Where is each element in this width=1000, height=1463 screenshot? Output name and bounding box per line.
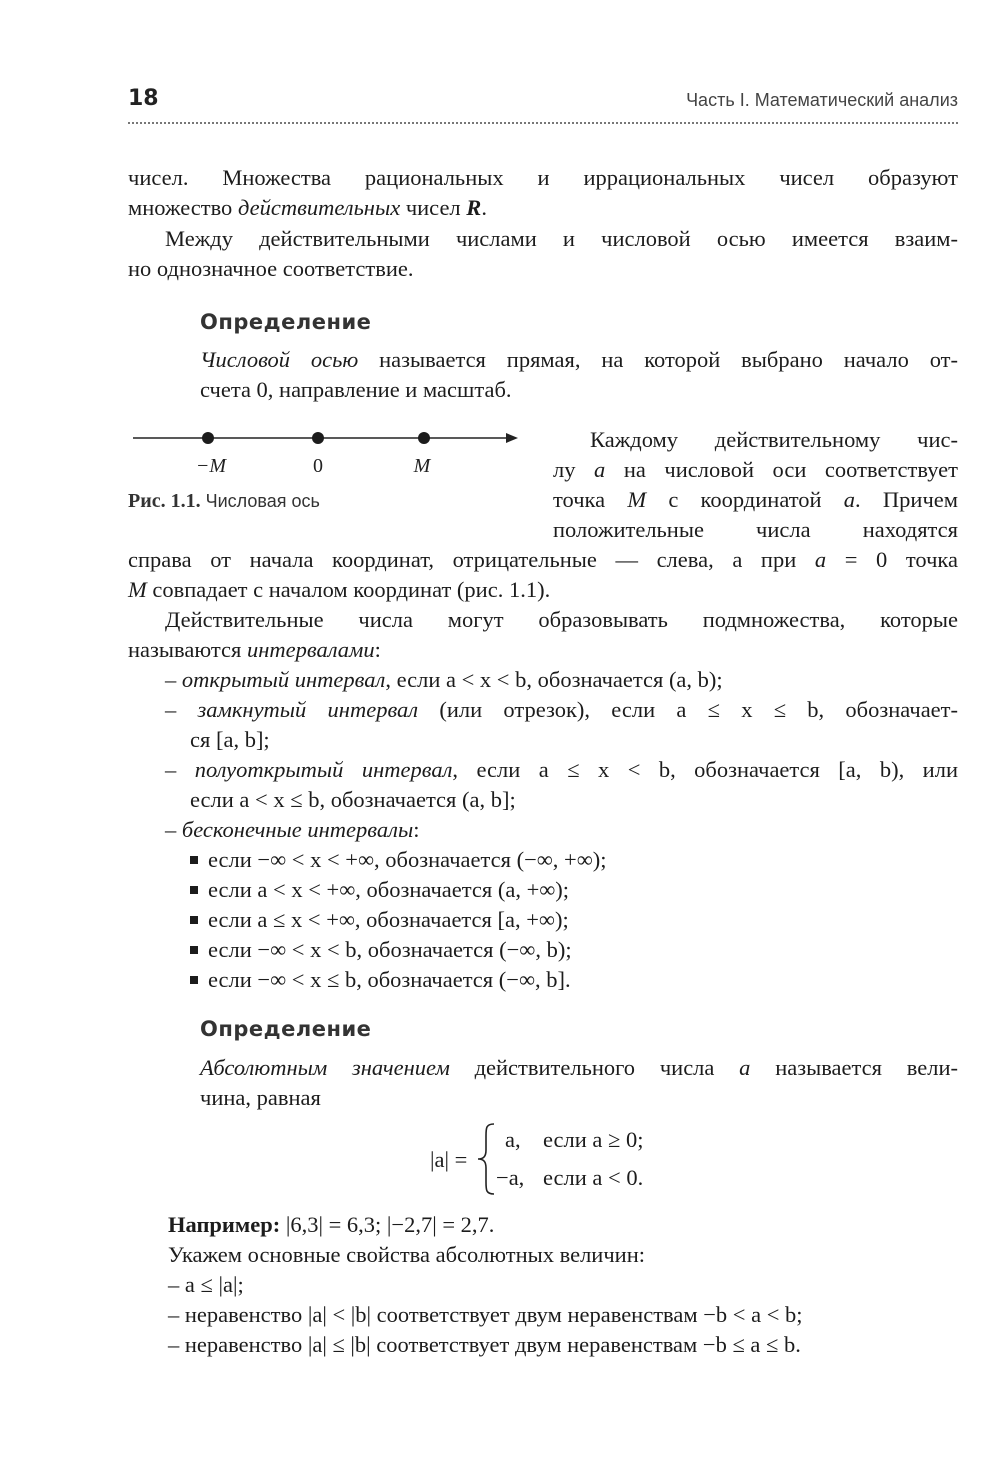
para3-line4: положительные числа находятся [553,517,958,542]
bullet-icon [190,976,198,984]
para1-line1: чисел. Множества рациональных и иррациональных чисел образуют [128,165,958,190]
para4-line2: называются интервалами: [128,637,381,662]
list-item: если a < x < +∞, обозначается (a, +∞); [190,875,569,905]
definition-heading: Определение [200,1017,372,1041]
point-zero [312,432,324,444]
point-m [418,432,430,444]
interval-half-open: – полуоткрытый интервал, если a ≤ x < b, обозначается [a, b), или [165,757,958,782]
list-item: если a ≤ x < +∞, обозначается [a, +∞); [190,905,569,935]
label-zero: 0 [313,455,323,477]
caption-text: Числовая ось [200,491,320,511]
para2-line2: но однозначное соответствие. [128,256,414,281]
list-item: если −∞ < x ≤ b, обозначается (−∞, b]. [190,965,571,995]
bullet-icon [190,946,198,954]
caption-number: Рис. 1.1. [128,490,201,512]
interval-half-open-cont: если a < x ≤ b, обозначается (a, b]; [190,787,516,812]
figure-caption [128,490,320,513]
interval-open: – открытый интервал, если a < x < b, обозначается (a, b); [165,667,723,692]
interval-closed: – замкнутый интервал (или отрезок), если a ≤ x ≤ b, обозначает- [165,697,958,722]
point-minus-m [202,432,214,444]
formula-case1-expr: a, [505,1127,521,1152]
list-item: если −∞ < x < b, обозначается (−∞, b); [190,935,572,965]
label-minus-m: −M [195,455,227,477]
para4-line1: Действительные числа могут образовывать подмножества, которые [165,607,958,632]
property-item: – неравенство |a| ≤ |b| соответствует двум неравенствам −b ≤ a ≤ b. [168,1332,801,1357]
bullet-icon [190,856,198,864]
example-line: Например: |6,3| = 6,3; |−2,7| = 2,7. [168,1212,495,1237]
properties-intro: Укажем основные свойства абсолютных величин: [168,1242,645,1267]
formula-case2-expr: −a, [496,1165,525,1190]
example-label: Например: [168,1212,281,1237]
list-item: если −∞ < x < +∞, обозначается (−∞, +∞); [190,845,607,875]
header-rule [128,122,958,124]
number-line-figure [128,420,528,490]
page-number: 18 [128,86,159,111]
para3-line6: M совпадает с началом координат (рис. 1.1). [128,577,551,602]
page-header [128,84,958,124]
formula-case2-cond: если a < 0. [543,1165,644,1190]
definition2-line1: Абсолютным значением действительного числа a называется вели- [200,1055,958,1080]
label-m: M [413,455,431,477]
formula-case1-cond: если a ≥ 0; [543,1127,644,1152]
para3-line5: справа от начала координат, отрицательные — слева, а при a = 0 точка [128,547,958,572]
para3-line2: лу a на числовой оси соответствует [553,457,958,482]
property-item: – неравенство |a| < |b| соответствует двум неравенствам −b < a < b; [168,1302,803,1327]
interval-closed-cont: ся [a, b]; [190,727,270,752]
bullet-icon [190,916,198,924]
para3-line3: точка M с координатой a. Причем [553,487,958,512]
para2-line1: Между действительными числами и числовой осью имеется взаим- [165,226,958,251]
bullet-icon [190,886,198,894]
para3-line1: Каждому действительному чис- [590,427,958,452]
para1-line2: множество действительных чисел R. [128,195,487,220]
property-item: – a ≤ |a|; [168,1272,244,1297]
definition2-line2: чина, равная [200,1085,321,1110]
definition-heading: Определение [200,310,372,334]
interval-infinite: – бесконечные интервалы: [165,817,420,842]
formula-lhs: |a| = [430,1147,468,1172]
running-title: Часть I. Математический анализ [686,90,958,110]
definition1-line2: счета 0, направление и масштаб. [200,377,512,402]
definition1-line1: Числовой осью называется прямая, на которой выбрано начало от- [200,347,958,372]
axis-arrow-icon [506,433,518,443]
